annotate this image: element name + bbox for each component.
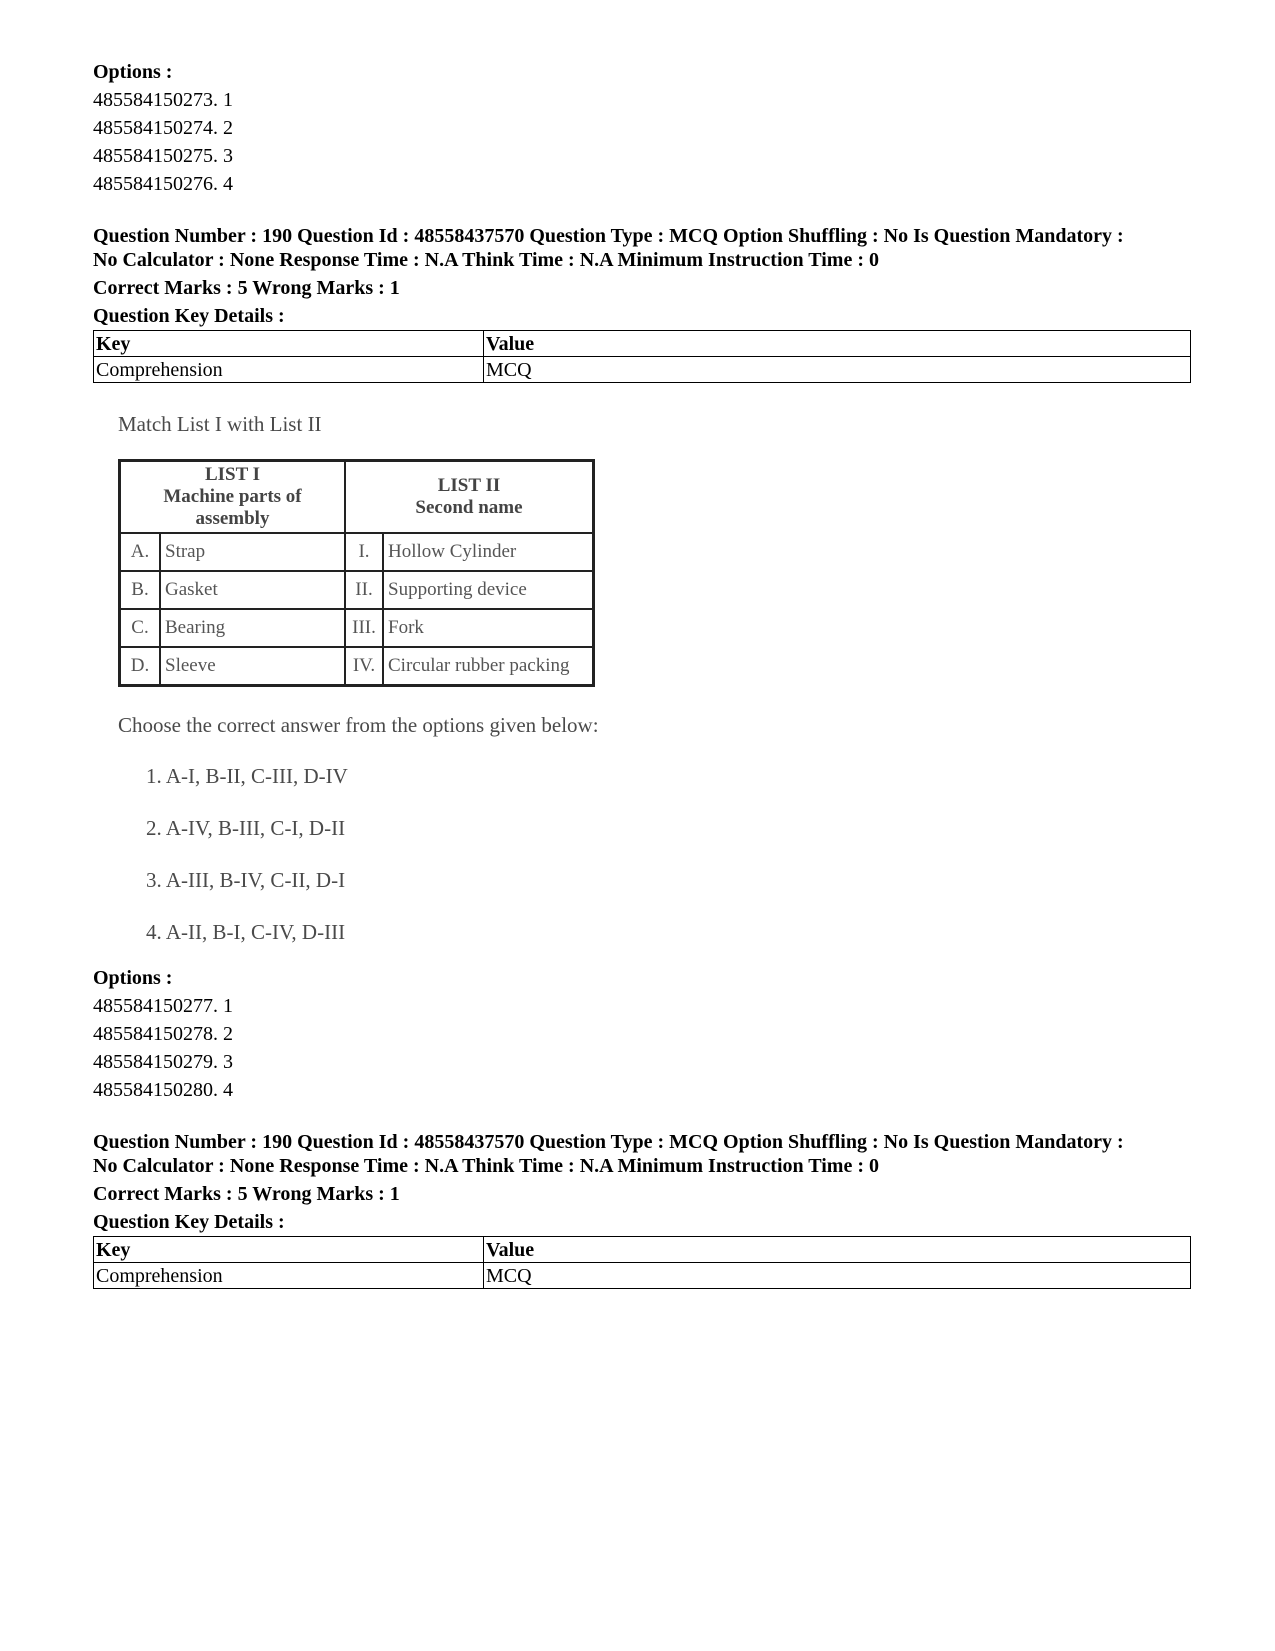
marks-line: Correct Marks : 5 Wrong Marks : 1	[93, 277, 400, 299]
match-list-table	[118, 459, 595, 687]
question-block	[93, 1130, 1193, 1289]
match-header-row	[120, 461, 594, 534]
option-line: 485584150280. 4	[93, 1079, 233, 1101]
table-cell-key: Comprehension	[94, 1263, 484, 1289]
key-details-label: Question Key Details :	[93, 305, 285, 327]
table-header-key: Key	[94, 1237, 484, 1263]
match-row	[120, 533, 594, 571]
list1-letter: B.	[120, 571, 161, 609]
option-line: 485584150278. 2	[93, 1023, 233, 1045]
list2-header-sub: Second name	[415, 497, 523, 518]
question-meta-line: Question Number : 190 Question Id : 48558437570 Question Type : MCQ Option Shuffling : No Is Question Mandatory :	[93, 1131, 1124, 1153]
match-row	[120, 609, 594, 647]
question-meta-line: No Calculator : None Response Time : N.A Think Time : N.A Minimum Instruction Time : 0	[93, 249, 879, 271]
question-meta-line: Question Number : 190 Question Id : 48558437570 Question Type : MCQ Option Shuffling : No Is Question Mandatory :	[93, 225, 1124, 247]
list1-header-title: LIST I	[204, 464, 261, 485]
list2-numeral: IV.	[345, 647, 383, 686]
table-row	[94, 357, 1191, 383]
options-label: Options :	[93, 967, 173, 989]
answer-choice: 3. A-III, B-IV, C-II, D-I	[146, 868, 346, 892]
question-meta-line: No Calculator : None Response Time : N.A Think Time : N.A Minimum Instruction Time : 0	[93, 1155, 879, 1177]
question-image	[118, 411, 678, 958]
list2-item: Fork	[383, 609, 594, 647]
question-intro: Match List I with List II	[118, 412, 322, 436]
option-line: 485584150274. 2	[93, 117, 233, 139]
options-label: Options :	[93, 61, 173, 83]
list2-item: Supporting device	[383, 571, 594, 609]
table-header-value: Value	[484, 1237, 1191, 1263]
prev-options-section	[93, 58, 1193, 198]
list2-numeral: I.	[345, 533, 383, 571]
list1-letter: C.	[120, 609, 161, 647]
list2-header	[345, 461, 594, 534]
option-line: 485584150273. 1	[93, 89, 233, 111]
option-line: 485584150276. 4	[93, 173, 233, 195]
list1-header	[120, 461, 346, 534]
list1-letter: A.	[120, 533, 161, 571]
choose-instruction: Choose the correct answer from the options given below:	[118, 713, 599, 737]
list2-numeral: III.	[345, 609, 383, 647]
list1-header-sub: Machine parts of	[163, 486, 302, 507]
list1-item: Gasket	[160, 571, 345, 609]
table-header-row	[94, 331, 1191, 357]
list2-item: Hollow Cylinder	[383, 533, 594, 571]
key-details-table	[93, 1236, 1191, 1289]
option-line: 485584150277. 1	[93, 995, 233, 1017]
table-cell-key: Comprehension	[94, 357, 484, 383]
list1-letter: D.	[120, 647, 161, 686]
option-line: 485584150279. 3	[93, 1051, 233, 1073]
list2-item: Circular rubber packing	[383, 647, 594, 686]
table-header-value: Value	[484, 331, 1191, 357]
document-page	[93, 58, 1193, 1289]
list1-item: Strap	[160, 533, 345, 571]
list1-header-sub2: assembly	[195, 508, 270, 529]
match-row	[120, 647, 594, 686]
list2-numeral: II.	[345, 571, 383, 609]
list1-item: Bearing	[160, 609, 345, 647]
match-row	[120, 571, 594, 609]
table-cell-value: MCQ	[484, 1263, 1191, 1289]
answer-choice: 2. A-IV, B-III, C-I, D-II	[146, 816, 346, 840]
marks-line: Correct Marks : 5 Wrong Marks : 1	[93, 1183, 400, 1205]
table-cell-value: MCQ	[484, 357, 1191, 383]
table-header-key: Key	[94, 331, 484, 357]
option-line: 485584150275. 3	[93, 145, 233, 167]
table-header-row	[94, 1237, 1191, 1263]
key-details-table	[93, 330, 1191, 383]
answer-choice: 1. A-I, B-II, C-III, D-IV	[146, 764, 348, 788]
answer-choice: 4. A-II, B-I, C-IV, D-III	[146, 920, 346, 944]
answer-choices	[118, 750, 678, 958]
list2-header-title: LIST II	[437, 475, 501, 496]
list1-item: Sleeve	[160, 647, 345, 686]
question-block	[93, 224, 1193, 1104]
key-details-label: Question Key Details :	[93, 1211, 285, 1233]
table-row	[94, 1263, 1191, 1289]
